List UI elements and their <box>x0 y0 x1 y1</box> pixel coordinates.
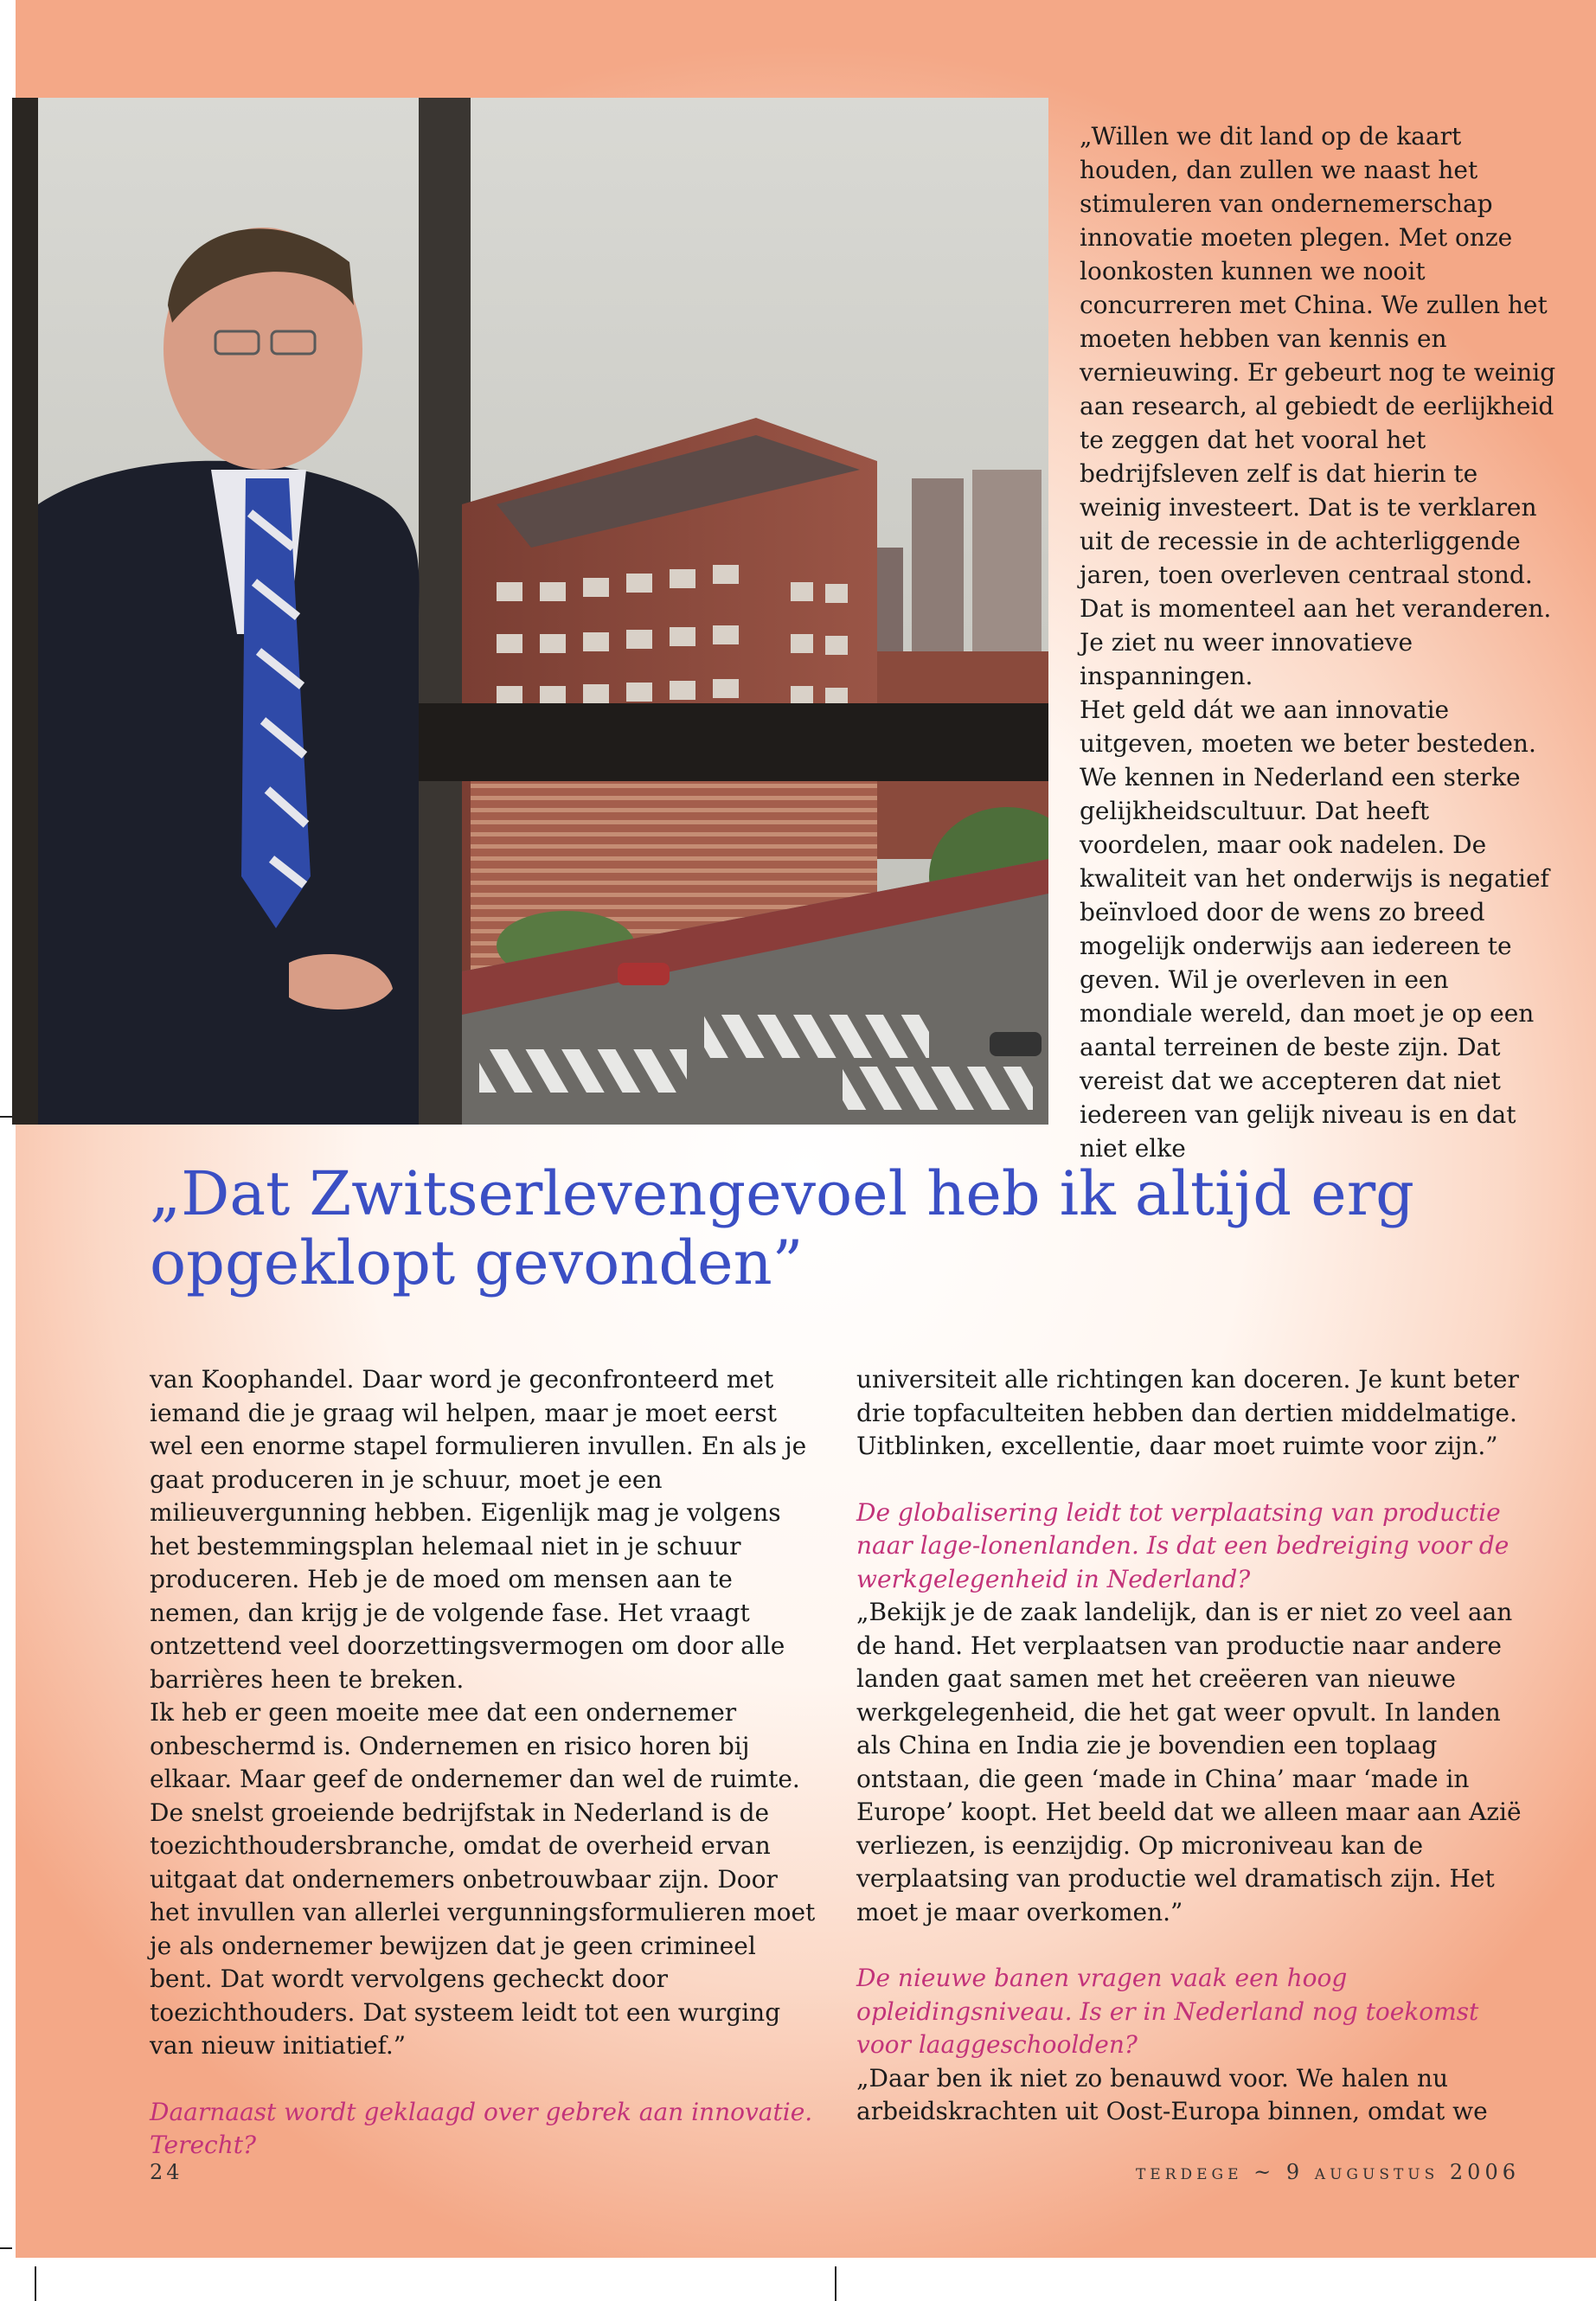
page-number: 24 <box>150 2160 183 2184</box>
left-column <box>150 1363 824 2163</box>
left-paragraph: Ik heb er geen moeite mee dat een ondernemer onbeschermd is. Ondernemen en risico horen bij elkaar. Maar geef de ondernemer dan wel de ruimte. De snelst groeiende bedrijfstak in Nederland is de toezichthoudersbranche, omdat de overheid ervan uitgaat dat ondernemers onbetrouwbaar zijn. Door het invullen van allerlei vergunningsformulieren moet je als ondernemer bewijzen dat je geen crimineel bent. Dat wordt vervolgens gecheckt door toezichthouders. Dat systeem leidt tot een wurging van nieuw initiatief.” <box>150 1698 816 2060</box>
publication-line: terdege ~ 9 augustus 2006 <box>1135 2160 1520 2184</box>
headline: „Dat Zwitserlevengevoel heb ik altijd erg opgeklopt gevonden” <box>150 1158 1414 1298</box>
crop-mark <box>0 2247 12 2249</box>
right-paragraph: „Daar ben ik niet zo benauwd voor. We halen nu arbeidskrachten uit Oost-Europa binnen, omdat we <box>856 2063 1488 2125</box>
right-paragraph: „Bekijk je de zaak landelijk, dan is er niet zo veel aan de hand. Het verplaatsen van productie naar andere landen gaat samen met het creëeren van nieuwe werkgelegenheid, die het gat weer opvult. In landen als China en India zie je bovendien een toplaag ontstaan, die geen ‘made in China’ maar ‘made in Europe’ koopt. Het beeld dat we alleen maar aan Azië verliezen, is eenzijdig. Op microniveau kan de verplaatsing van productie wel dramatisch zijn. Het moet je maar overkomen.” <box>856 1598 1522 1926</box>
crop-mark <box>0 1116 12 1118</box>
top-paragraph: „Willen we dit land op de kaart houden, dan zullen we naast het stimuleren van ondernemerschap innovatie moeten plegen. Met onze loonkosten kunnen we nooit concurreren met China. We zullen het moeten hebben van kennis en vernieuwing. Er gebeurt nog te weinig aan research, al gebiedt de eerlijkheid te zeggen dat het vooral het bedrijfsleven zelf is dat hierin te weinig investeert. Dat is te verklaren uit de recessie in de achterliggende jaren, toen overleven centraal stond. Dat is momenteel aan het veranderen. Je ziet nu weer innovatieve inspanningen. <box>1080 122 1556 690</box>
interview-question: Daarnaast wordt geklaagd over gebrek aan innovatie. Terecht? <box>150 2097 813 2159</box>
portrait-photo <box>12 98 1048 1125</box>
crop-mark <box>835 2266 836 2301</box>
right-column <box>856 1363 1531 2129</box>
crop-mark <box>35 2266 36 2301</box>
top-paragraph: Het geld dát we aan innovatie uitgeven, moeten we beter besteden. We kennen in Nederland een sterke gelijkheidscultuur. Dat heeft voordelen, maar ook nadelen. De kwaliteit van het onderwijs is negatief beïnvloed door de wens zo breed mogelijk onderwijs aan iedereen te geven. Wil je overleven in een mondiale wereld, dan moet je op een aantal terreinen de beste zijn. Dat vereist dat we accepteren dat niet iedereen van gelijk niveau is en dat niet elke <box>1080 695 1549 1163</box>
interview-question: De nieuwe banen vragen vaak een hoog opleidingsniveau. Is er in Nederland nog toekomst voor laaggeschoolden? <box>856 1964 1479 2059</box>
right-paragraph: universiteit alle richtingen kan doceren. Je kunt beter drie topfaculteiten hebben dan dertien middelmatige. Uitblinken, excellentie, daar moet ruimte voor zijn.” <box>856 1365 1519 1460</box>
interview-question: De globalisering leidt tot verplaatsing van productie naar lage-lonenlanden. Is dat een bedreiging voor de werkgelegenheid in Nederland? <box>856 1497 1509 1593</box>
top-right-column <box>1080 119 1564 1165</box>
left-paragraph: van Koophandel. Daar word je geconfronteerd met iemand die je graag wil helpen, maar je moet eerst wel een enorme stapel formulieren invullen. En als je gaat produceren in je schuur, moet je een milieuvergunning hebben. Eigenlijk mag je volgens het bestemmingsplan helemaal niet in je schuur produceren. Heb je de moed om mensen aan te nemen, dan krijg je de volgende fase. Het vraagt ontzettend veel doorzettingsvermogen om door alle barrières heen te breken. <box>150 1365 807 1694</box>
